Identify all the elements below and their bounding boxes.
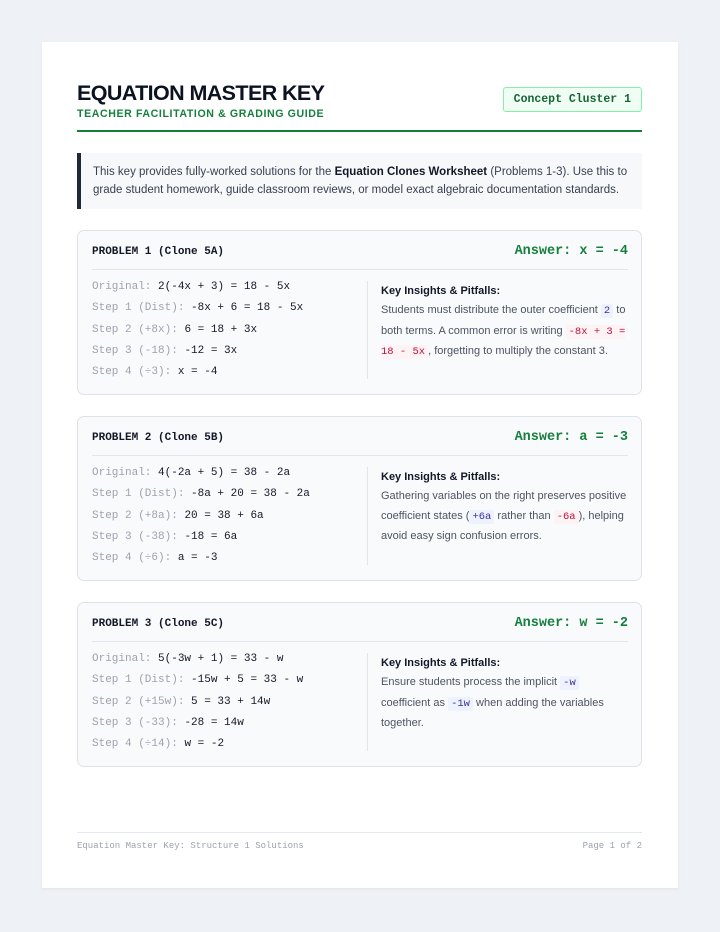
solution-step — [92, 652, 367, 673]
problem-card — [77, 230, 642, 395]
step-equation: 5 = 33 + 14w — [191, 695, 271, 708]
step-equation: 4(-2a + 5) = 38 - 2a — [158, 467, 291, 479]
step-label: Original: — [92, 281, 152, 293]
problem-header — [92, 417, 628, 456]
step-equation: a = -3 — [177, 552, 218, 565]
problem-header — [92, 231, 628, 270]
intro-text-before: This key provides fully-worked solutions for the — [93, 166, 335, 178]
insight-text: Gathering variables on the right preserves positive coefficient states ( — [381, 490, 627, 522]
step-label: Step 2 (+8a): — [92, 509, 178, 522]
insight-body — [381, 301, 631, 363]
solution-step — [92, 301, 367, 322]
problem-label: PROBLEM 2 (Clone 5B) — [92, 432, 225, 444]
problem-answer: Answer: w = -2 — [514, 616, 628, 631]
solution-step — [92, 673, 367, 694]
step-label: Step 4 (÷6): — [92, 552, 172, 565]
step-equation: -15w + 5 = 33 - w — [191, 674, 304, 687]
step-equation: -18 = 6a — [184, 530, 238, 543]
page-number: Page 1 of 2 — [582, 841, 642, 851]
step-equation: 6 = 18 + 3x — [184, 323, 258, 336]
problem-label: PROBLEM 3 (Clone 5C) — [92, 618, 225, 630]
intro-callout — [77, 153, 642, 209]
solution-step — [92, 530, 367, 551]
document-header — [77, 80, 642, 132]
insight-panel — [381, 655, 631, 734]
step-label: Step 2 (+15w): — [92, 695, 185, 708]
document-page — [42, 42, 678, 888]
step-label: Step 4 (÷3): — [92, 366, 172, 379]
step-equation: w = -2 — [184, 738, 225, 751]
insight-body — [381, 673, 631, 734]
concept-badge: Concept Cluster 1 — [503, 87, 642, 112]
insight-panel — [381, 283, 631, 363]
step-equation: -8a + 20 = 38 - 2a — [191, 488, 310, 501]
problem-label: PROBLEM 1 (Clone 5A) — [92, 246, 225, 258]
solution-steps — [92, 280, 367, 386]
solution-step — [92, 716, 367, 737]
inline-code: -w — [560, 676, 579, 690]
page-title: EQUATION MASTER KEY — [77, 81, 325, 105]
step-equation: -8x + 6 = 18 - 5x — [191, 302, 304, 315]
insight-title: Key Insights & Pitfalls: — [381, 657, 501, 669]
insight-text: coefficient as — [381, 696, 449, 709]
solution-step — [92, 737, 367, 758]
inline-code: -8x + 3 = 18 - 5x — [381, 325, 626, 358]
step-label: Step 2 (+8x): — [92, 323, 178, 336]
solution-step — [92, 466, 367, 487]
step-label: Original: — [92, 653, 152, 665]
step-label: Step 3 (-18): — [92, 344, 178, 357]
insight-text: ), helping avoid easy sign confusion errors. — [381, 509, 624, 542]
problem-answer: Answer: x = -4 — [514, 244, 628, 259]
inline-code: 2 — [601, 304, 613, 318]
insight-text: rather than — [494, 509, 554, 522]
step-equation: 5(-3w + 1) = 33 - w — [158, 653, 284, 665]
insight-text: Students must distribute the outer coefficient — [381, 304, 601, 316]
intro-text-after: (Problems 1-3). Use this to grade student homework, guide classroom reviews, or model exact algebraic documentation standards. — [93, 166, 628, 196]
page-subtitle: TEACHER FACILITATION & GRADING GUIDE — [77, 108, 325, 120]
insight-title: Key Insights & Pitfalls: — [381, 285, 501, 297]
insight-panel — [381, 469, 631, 547]
page-footer — [77, 832, 642, 851]
insight-text: to both terms. A common error is writing — [381, 304, 626, 337]
worksheet-name: Equation Clones Worksheet — [334, 166, 488, 178]
step-label: Step 1 (Dist): — [92, 488, 185, 501]
column-divider — [367, 467, 368, 565]
solution-step — [92, 487, 367, 508]
solution-step — [92, 344, 367, 365]
problem-card — [77, 416, 642, 581]
column-divider — [367, 281, 368, 379]
solution-step — [92, 695, 367, 716]
inline-code: +6a — [469, 510, 494, 524]
insight-text: Ensure students process the implicit — [381, 676, 561, 688]
step-equation: -12 = 3x — [184, 344, 238, 357]
insight-text: , forgetting to multiply the constant 3. — [428, 345, 608, 357]
inline-code: -1w — [448, 697, 473, 711]
problem-header — [92, 603, 628, 642]
solution-step — [92, 323, 367, 344]
inline-code: -6a — [554, 510, 579, 524]
solution-step — [92, 551, 367, 572]
solution-steps — [92, 466, 367, 572]
column-divider — [367, 653, 368, 751]
step-equation: 20 = 38 + 6a — [184, 509, 264, 522]
solution-step — [92, 280, 367, 301]
solution-step — [92, 509, 367, 530]
step-equation: -28 = 14w — [184, 716, 244, 729]
footer-title: Equation Master Key: Structure 1 Solutions — [77, 841, 304, 851]
step-label: Step 4 (÷14): — [92, 738, 178, 751]
step-label: Original: — [92, 467, 152, 479]
insight-body — [381, 487, 631, 547]
step-equation: 2(-4x + 3) = 18 - 5x — [158, 281, 291, 293]
step-label: Step 3 (-38): — [92, 530, 178, 543]
step-equation: x = -4 — [177, 366, 218, 379]
problem-card — [77, 602, 642, 767]
solution-steps — [92, 652, 367, 758]
insight-text: when adding the variables together. — [381, 696, 604, 729]
step-label: Step 1 (Dist): — [92, 674, 185, 687]
solution-step — [92, 365, 367, 386]
problem-answer: Answer: a = -3 — [514, 430, 628, 445]
step-label: Step 3 (-33): — [92, 716, 178, 729]
insight-title: Key Insights & Pitfalls: — [381, 471, 501, 483]
step-label: Step 1 (Dist): — [92, 302, 185, 315]
